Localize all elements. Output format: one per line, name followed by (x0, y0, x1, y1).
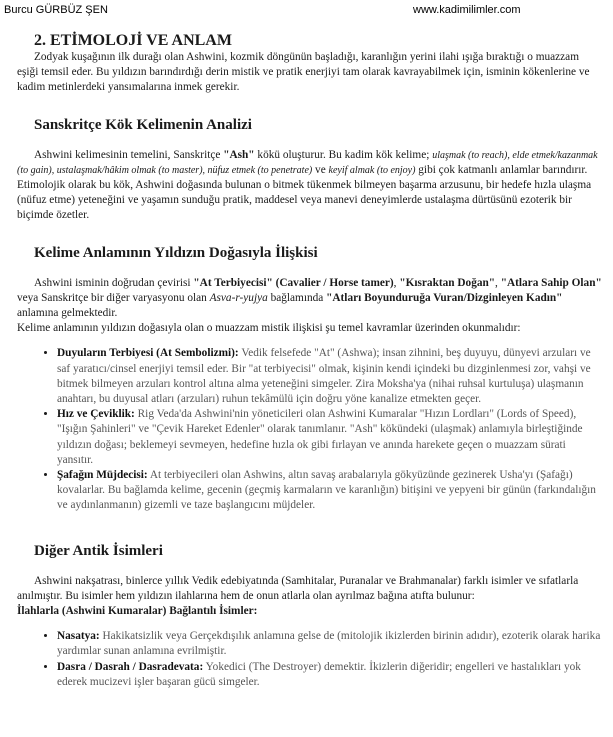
names-paragraph-1: Ashwini nakşatrası, binlerce yıllık Vedik edebiyatında (Samhitalar, Puranalar ve Brahmanalar) farklı isimler ve sıfatlarla anılmıştır. Bu isimler hem yıldızın ilahlarına hem de onun atlarla olan ayrılmaz bağına atıfta bulunur: (17, 574, 579, 602)
list-item: • Nasatya: Hakikatsizlik veya Gerçekdışılık anlamına gelse de (mitolojik ikizlerden birinin adıdır), ezoterik olarak harika yardımlar sunan anlamına evrilmiştir. (57, 629, 602, 659)
meaning-list (17, 346, 602, 513)
names-heading: Diğer Antik İsimleri (34, 542, 163, 559)
list-item: • Duyuların Terbiyesi (At Sembolizmi): Vedik felsefede "At" (Ashwa); insan zihnini, beş duyuyu, dünyevi arzuları ve saf yaratıcı/cinsel enerjiyi temsil eder. Bir "at terbiyecisi" olmak, kişinin kendi içindeki bu dizginlenmesi zor, vahşi ve bitmek bilmeyen arzuları kontrol altına alma yeteneğini simgeler. Zira Moksha'ya (nihai ruhsal kurtuluşa) ulaşmanın anahtarı, bu duyusal atları (arzuları) ruhun tekâmülü için doğru yöne kanalize etmekten geçer. (57, 346, 602, 407)
names-list (17, 629, 602, 690)
section-title: 2. ETİMOLOJİ VE ANLAM (34, 32, 232, 49)
sanskrit-heading: Sanskritçe Kök Kelimenin Analizi (34, 116, 252, 133)
document-body (17, 32, 602, 690)
header-website: www.kadimilimler.com (413, 4, 521, 16)
list-item: • Şafağın Müjdecisi: At terbiyecileri olan Ashwins, altın savaş arabalarıyla gökyüzünde gezinerek Usha'yı (Şafağı) kovalarlar. Bu bağlamda kelime, gecenin (geçmiş karmaların ve karanlığın) bitişini ve yepyeni bir günün (farkındalığın ve aydınlanmanın) gizemli ve taze başlangıcını müjdeler. (57, 468, 602, 514)
names-subheading: İlahlarla (Ashwini Kumaralar) Bağlantılı İsimler: (17, 605, 258, 618)
sanskrit-paragraph-1: Ashwini kelimesinin temelini, Sanskritçe "Ash" kökü oluşturur. Bu kadim kök kelime; ulaşmak (to reach), elde etmek/kazanmak (to gain), ustalaşmak/hâkim olmak (to master), nüfuz etmek (to penetrate) ve keyif almak (to enjoy) gibi çok katmanlı anlamlar barındırır. (17, 148, 598, 176)
sanskrit-paragraph-2: Etimolojik olarak bu kök, Ashwini doğasında bulunan o bitmek tükenmek bilmeyen başarma arzusunu, bir hedefe hızla ulaşma (nüfuz etme) yeteneğini ve yaşamın sunduğu pratik, maddesel veya manevi deneyimlerde ustalaşma dürtüsünü ezoterik bir biçimde özetler. (17, 179, 592, 222)
intro-paragraph: Zodyak kuşağının ilk durağı olan Ashwini, kozmik döngünün başladığı, karanlığın yerini ilahi ışığa bıraktığı o muazzam eşiği temsil eder. Bu yıldızın barındırdığı derin mistik ve pratik enerjiyi tam olarak kavrayabilmek için, isminin kökenlerine ve kadim metinlerdeki yansımalarına inmek gerekir. (17, 51, 590, 94)
list-item: • Dasra / Dasrah / Dasradevata: Yokedici (The Destroyer) demektir. İkizlerin diğeridir; engelleri ve hastalıkları yok ederek mucizevi işler başaran gücü simgeler. (57, 660, 602, 690)
page-header (4, 4, 605, 20)
header-author: Burcu GÜRBÜZ ŞEN (4, 4, 108, 16)
list-item: • Hız ve Çeviklik: Rig Veda'da Ashwini'nin yöneticileri olan Ashwini Kumaralar "Hızın Lordları" (Lords of Speed), "Işığın Şahinleri" ve "Çevik Hareket Edenler" olarak tanımlanır. "Ash" kökündeki (ulaşmak) anlamıyla birleştiğinde yıldızın doğası; beklemeyi sevmeyen, hedefine hızla ok gibi fırlayan ve anında harekete geçen o muazzam sürati yansıtır. (57, 407, 602, 468)
meaning-paragraph-1: Ashwini isminin doğrudan çevirisi "At Terbiyecisi" (Cavalier / Horse tamer), "Kısraktan Doğan", "Atlara Sahip Olan" veya Sanskritçe bir diğer varyasyonu olan Asva-r-yujya bağlamında "Atları Boyunduruğa Vuran/Dizginleyen Kadın" anlamına gelmektedir. (17, 276, 602, 320)
meaning-paragraph-2: Kelime anlamının yıldızın doğasıyla olan o muazzam mistik ilişkisi şu temel kavramlar üzerinden okunmalıdır: (17, 322, 521, 335)
meaning-heading: Kelime Anlamının Yıldızın Doğasıyla İlişkisi (34, 244, 318, 261)
